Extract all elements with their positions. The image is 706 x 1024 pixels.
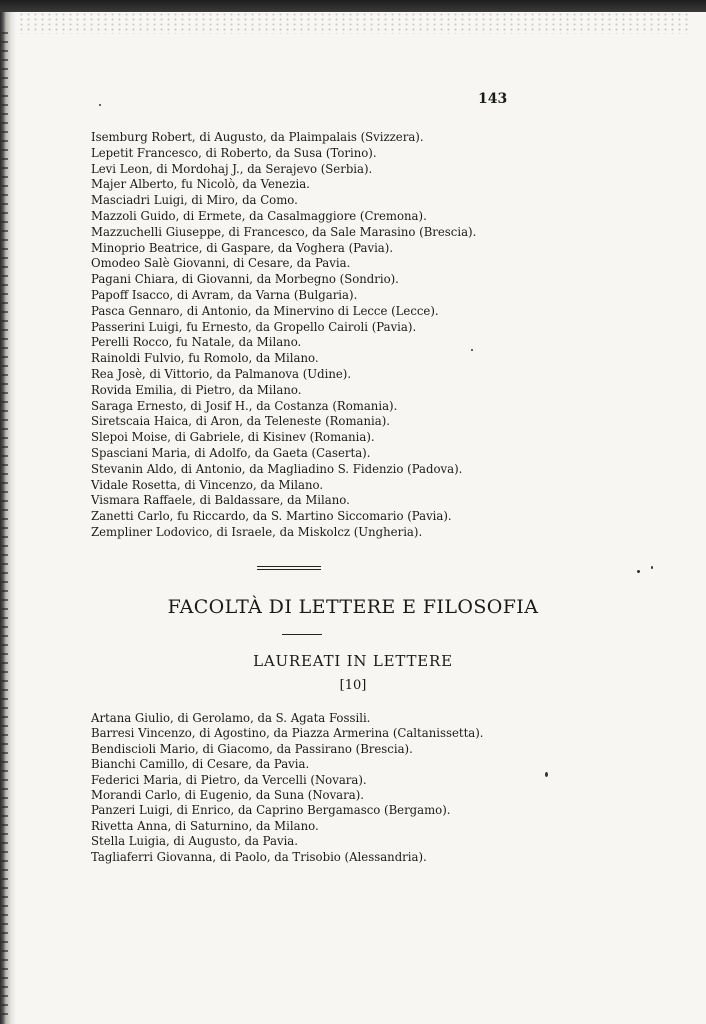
list-item: Majer Alberto, fu Nicolò, da Venezia. (91, 177, 310, 192)
list-item: Panzeri Luigi, di Enrico, da Caprino Bergamasco (Bergamo). (91, 803, 451, 818)
list-item: Perelli Rocco, fu Natale, da Milano. (91, 335, 302, 350)
list-item: Stella Luigia, di Augusto, da Pavia. (91, 834, 298, 849)
list-item: Morandi Carlo, di Eugenio, da Suna (Novara). (91, 788, 364, 803)
ink-speck (545, 772, 548, 777)
short-rule-divider (282, 634, 322, 635)
graduates-list-continued (91, 130, 476, 541)
list-item: Zempliner Lodovico, di Israele, da Miskolcz (Ungheria). (91, 524, 423, 539)
page-number: 143 (478, 91, 508, 107)
double-rule-divider (257, 566, 321, 570)
scan-noise (18, 12, 688, 34)
list-item: Bianchi Camillo, di Cesare, da Pavia. (91, 757, 310, 772)
list-item: Rovida Emilia, di Pietro, da Milano. (91, 382, 302, 397)
list-item: Omodeo Salè Giovanni, di Cesare, da Pavia. (91, 256, 351, 271)
list-item: Pagani Chiara, di Giovanni, da Morbegno (Sondrio). (91, 272, 399, 287)
section-count: [10] (339, 678, 367, 693)
list-item: Siretscaia Haica, di Aron, da Teleneste (Romania). (91, 414, 391, 429)
list-item: Mazzuchelli Giuseppe, di Francesco, da Sale Marasino (Brescia). (91, 224, 477, 239)
list-item: Zanetti Carlo, fu Riccardo, da S. Martino Siccomario (Pavia). (91, 509, 452, 524)
ink-speck (99, 104, 101, 106)
list-item: Pasca Gennaro, di Antonio, da Minervino di Lecce (Lecce). (91, 303, 439, 318)
list-item: Stevanin Aldo, di Antonio, da Magliadino S. Fidenzio (Padova). (91, 461, 463, 476)
list-item: Passerini Luigi, fu Ernesto, da Gropello Cairoli (Pavia). (91, 319, 417, 334)
list-item: Saraga Ernesto, di Josif H., da Costanza (Romania). (91, 398, 398, 413)
list-item: Bendiscioli Mario, di Giacomo, da Passirano (Brescia). (91, 741, 413, 756)
list-item: Isemburg Robert, di Augusto, da Plaimpalais (Svizzera). (91, 130, 424, 144)
list-item: Papoff Isacco, di Avram, da Varna (Bulgaria). (91, 287, 358, 302)
list-item: Vidale Rosetta, di Vincenzo, da Milano. (91, 477, 324, 492)
scan-left-marks (2, 32, 8, 1022)
list-item: Federici Maria, di Pietro, da Vercelli (Novara). (91, 772, 367, 787)
list-item: Levi Leon, di Mordohaj J., da Serajevo (Serbia). (91, 161, 373, 176)
graduates-list-lettere (91, 711, 484, 865)
ink-speck (471, 349, 473, 351)
list-item: Mazzoli Guido, di Ermete, da Casalmaggiore (Cremona). (91, 208, 427, 223)
list-item: Barresi Vincenzo, di Agostino, da Piazza Armerina (Caltanissetta). (91, 726, 484, 741)
scan-top-border (0, 0, 706, 12)
list-item: Lepetit Francesco, di Roberto, da Susa (Torino). (91, 145, 377, 160)
list-item: Minoprio Beatrice, di Gaspare, da Voghera (Pavia). (91, 240, 394, 255)
section-title: LAUREATI IN LETTERE (253, 652, 453, 670)
list-item: Masciadri Luigi, di Miro, da Como. (91, 193, 298, 208)
list-item: Vismara Raffaele, di Baldassare, da Milano. (91, 493, 350, 508)
ink-speck (651, 566, 653, 569)
list-item: Rainoldi Fulvio, fu Romolo, da Milano. (91, 351, 319, 366)
list-item: Rivetta Anna, di Saturnino, da Milano. (91, 818, 319, 833)
ink-speck (637, 570, 640, 573)
list-item: Spasciani Maria, di Adolfo, da Gaeta (Caserta). (91, 445, 371, 460)
list-item: Slepoi Moise, di Gabriele, di Kisinev (Romania). (91, 430, 375, 445)
list-item: Artana Giulio, di Gerolamo, da S. Agata Fossili. (91, 711, 371, 725)
scan-left-border (0, 12, 16, 1024)
faculty-title: FACOLTÀ DI LETTERE E FILOSOFIA (167, 596, 539, 618)
list-item: Tagliaferri Giovanna, di Paolo, da Trisobio (Alessandria). (91, 849, 427, 864)
list-item: Rea Josè, di Vittorio, da Palmanova (Udine). (91, 366, 352, 381)
